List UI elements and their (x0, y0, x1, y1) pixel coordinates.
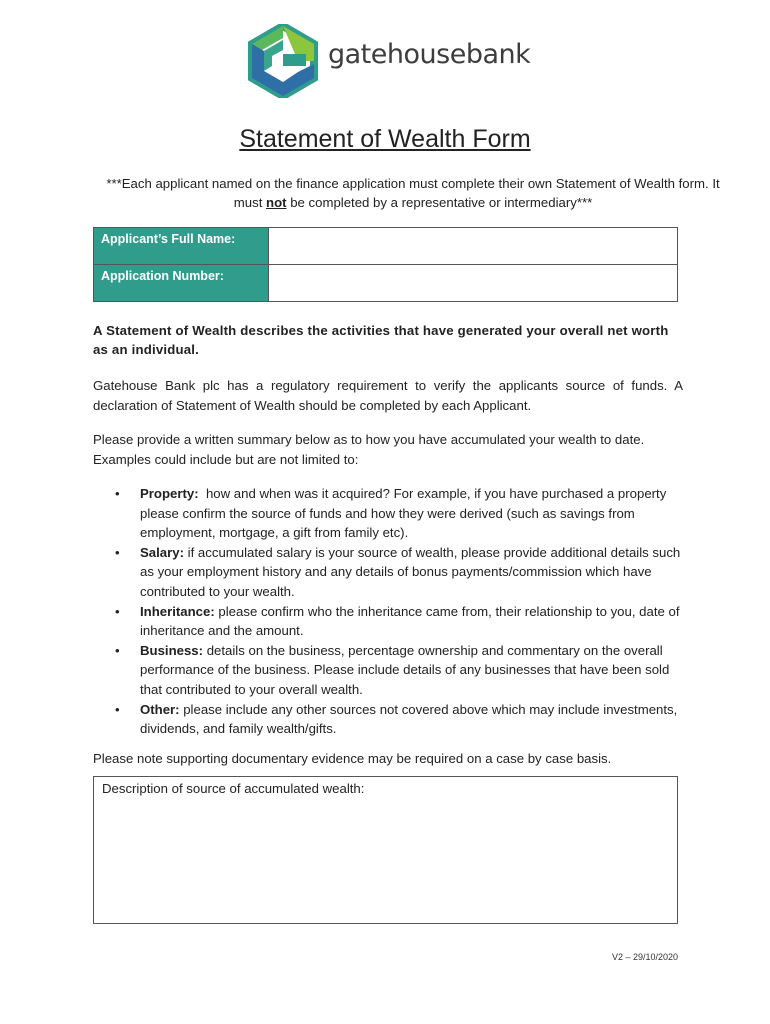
version-footer: V2 – 29/10/2020 (611, 952, 678, 962)
example-text: if accumulated salary is your source of wealth, please provide additional details such as your employment history and any details of bonus payments/commission which have contributed to your wealth. (140, 544, 684, 599)
applicant-full-name-field[interactable] (269, 228, 678, 265)
gatehouse-bank-logo (246, 24, 536, 98)
logo-word-gatehouse: gatehouse (328, 39, 466, 70)
page-title: Statement of Wealth Form (239, 125, 531, 153)
documentary-evidence-note: Please note supporting documentary evidence may be required on a case by case basis. (93, 751, 612, 766)
description-label: Description of source of accumulated wealth: (102, 781, 365, 796)
gatehouse-logo-mark-icon (246, 24, 320, 98)
notice-text-after: be completed by a representative or intermediary*** (286, 195, 593, 210)
logo-word-bank: bank (465, 39, 531, 70)
table-row (94, 228, 678, 265)
bullet-icon: • (115, 701, 120, 717)
list-item (113, 484, 683, 543)
applicant-full-name-label: Applicant’s Full Name: (94, 228, 269, 265)
list-item (113, 543, 683, 602)
applicant-details-table (93, 227, 678, 302)
example-term-salary: Salary: (140, 544, 184, 560)
application-number-field[interactable] (269, 265, 678, 302)
summary-instructions: Please provide a written summary below as to how you have accumulated your wealth to date. Examples could include but are not limited to: (93, 432, 645, 467)
example-text: please confirm who the inheritance came from, their relationship to you, date of inheritance and the amount. (140, 603, 684, 639)
bullet-icon: • (115, 486, 120, 501)
bullet-icon: • (115, 603, 120, 619)
example-text: details on the business, percentage ownership and commentary on the overall performance of the business. Please include details of any businesses that have been sold that contributed to your overall wealth. (140, 642, 673, 697)
example-term-inheritance: Inheritance: (140, 603, 215, 619)
notice-text-before: ***Each applicant named on the finance application must complete their own Statement of Wealth form. It must (106, 176, 720, 210)
bullet-icon: • (115, 544, 120, 560)
example-term-business: Business: (140, 642, 204, 658)
list-item (113, 641, 683, 700)
notice-emphasis: not (266, 195, 287, 210)
example-text: how and when was it acquired? For example, if you have purchased a property please confirm the source of funds and how they were derived (such as savings from employment, mortgage, a gift from family etc). (140, 486, 670, 541)
example-term-other: Other: (140, 701, 180, 717)
applicant-notice (95, 174, 731, 212)
list-item (113, 602, 683, 641)
examples-list (113, 484, 683, 739)
bullet-icon: • (115, 642, 120, 658)
example-text: please include any other sources not covered above which may include investments, dividends, and family wealth/gifts. (140, 701, 681, 737)
application-number-label: Application Number: (94, 265, 269, 302)
regulatory-paragraph: Gatehouse Bank plc has a regulatory requirement to verify the applicants source of funds. A declaration of Statement of Wealth should be completed by each Applicant. (93, 378, 683, 413)
logo-wordmark (328, 38, 530, 72)
list-item (113, 700, 683, 739)
source-of-wealth-description-field[interactable] (93, 776, 678, 924)
table-row (94, 265, 678, 302)
example-term-property: Property: (140, 486, 199, 501)
intro-statement: A Statement of Wealth describes the activities that have generated your overall net worth as an individual. (93, 323, 669, 357)
